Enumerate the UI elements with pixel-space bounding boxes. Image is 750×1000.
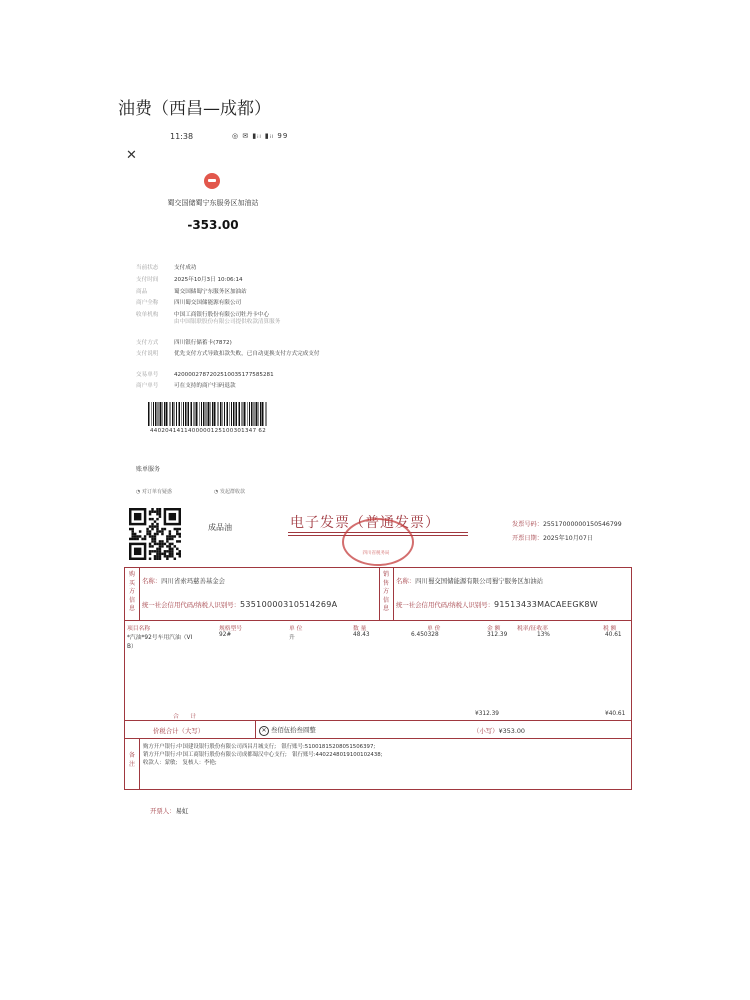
col-unit: 单 位 — [289, 626, 303, 632]
seller-name-label: 名称： — [396, 577, 416, 585]
detail-value: 优先支付方式导致扣款失败，已自动更换支付方式完成支付 — [174, 351, 320, 357]
detail-row-merchant-order — [136, 383, 326, 390]
invoice-table — [124, 567, 632, 790]
divider — [139, 568, 140, 620]
grand-total-words-row — [259, 725, 316, 736]
detail-label: 交易单号 — [136, 372, 159, 378]
seller-taxid-label: 统一社会信用代码/纳税人识别号： — [396, 601, 495, 609]
transaction-barcode — [148, 402, 268, 426]
item-unit: 升 — [289, 635, 295, 641]
detail-row-payment-note — [136, 351, 326, 358]
total-label: 合 计 — [173, 714, 197, 720]
total-amount: ¥312.39 — [475, 711, 499, 717]
invoice-title: 电子发票（普通发票） — [290, 515, 440, 531]
detail-row-transaction-id — [136, 372, 326, 379]
divider — [125, 738, 631, 739]
col-amount: 金 额 — [487, 626, 501, 632]
note-line: 销方开户银行:中国工商银行股份有限公司成都蜀汉中心支行; 银行账号:4402248019100102438; — [143, 752, 383, 758]
order-question-link[interactable] — [136, 488, 172, 495]
detail-row-time — [136, 277, 326, 284]
grand-total-small: ¥353.00 — [498, 727, 525, 735]
grand-total-words: 叁佰伍拾叁圆整 — [271, 726, 316, 734]
item-qty: 48.43 — [353, 632, 370, 638]
detail-value: 四川银行储蓄卡(7872) — [174, 340, 232, 346]
detail-value: 可在支持的商户扫码退款 — [174, 383, 236, 389]
divider — [255, 720, 256, 738]
seller-name-row — [396, 576, 543, 585]
invoice-number-label: 发票号码： — [512, 521, 543, 528]
col-price: 单 价 — [427, 626, 441, 632]
product-type: 成品油 — [208, 523, 232, 532]
divider — [139, 738, 140, 790]
seller-name: 四川蜀交国储能源有限公司蜀宁服务区加油站 — [415, 577, 543, 585]
item-rate: 13% — [537, 632, 550, 638]
detail-value: 蜀交国储蜀宁东服务区加油站 — [174, 289, 247, 295]
col-qty: 数 量 — [353, 626, 367, 632]
item-name: *汽油*92号车用汽油（VI — [127, 635, 193, 641]
detail-label: 商品 — [136, 289, 148, 295]
page-title: 油费（西昌—成都） — [118, 99, 271, 119]
tax-seal-text: 四川省税务局 — [362, 551, 390, 556]
detail-row-acquirer — [136, 312, 326, 326]
buyer-taxid: 53510000310514269A — [240, 600, 338, 609]
col-tax: 税 额 — [603, 626, 617, 632]
detail-label: 收单机构 — [136, 312, 159, 318]
detail-row-payment-method — [136, 340, 326, 347]
cross-circle-icon: ✕ — [259, 726, 269, 736]
item-name-cont: B） — [127, 644, 137, 650]
total-tax: ¥40.61 — [605, 711, 626, 717]
detail-row-merchant — [136, 300, 326, 307]
buyer-name-row — [142, 576, 225, 585]
bill-service-heading: 账单服务 — [136, 466, 161, 473]
item-amount: 312.39 — [487, 632, 508, 638]
item-spec: 92# — [219, 632, 232, 638]
detail-label: 支付方式 — [136, 340, 159, 346]
detail-value: 中国工商银行股份有限公司牡丹卡中心 — [174, 312, 270, 318]
invoice-qr-code — [129, 508, 181, 560]
detail-value: 四川蜀交国储能源有限公司 — [174, 300, 242, 306]
close-icon[interactable]: ✕ — [126, 148, 137, 163]
seller-taxid-row — [396, 600, 598, 609]
detail-label: 商户全称 — [136, 300, 159, 306]
order-question-label: 对订单有疑惑 — [141, 489, 172, 495]
item-tax: 40.61 — [605, 632, 622, 638]
invoice-date-label: 开票日期： — [512, 535, 543, 542]
divider — [379, 568, 380, 620]
col-item: 项目名称 — [127, 626, 151, 632]
seller-side-label: 销售方信息 — [382, 571, 389, 612]
col-spec: 规格型号 — [219, 626, 243, 632]
group-collect-link[interactable] — [214, 488, 245, 495]
buyer-taxid-row — [142, 600, 337, 609]
detail-label: 商户单号 — [136, 383, 159, 389]
merchant-logo-icon — [204, 173, 220, 189]
divider — [125, 720, 631, 721]
issuer-name: 易虹 — [175, 807, 189, 815]
buyer-name-label: 名称： — [142, 577, 162, 585]
issuer-label: 开票人： — [150, 807, 176, 815]
invoice-date-value: 2025年10月07日 — [542, 535, 593, 542]
item-price: 6.450328 — [411, 632, 439, 638]
seller-taxid: 91513433MACAEEGK8W — [494, 600, 598, 609]
invoice-number — [512, 519, 622, 528]
detail-label: 支付时间 — [136, 277, 159, 283]
barcode-number: 4402041411400000125100301347 62 — [149, 428, 267, 434]
detail-subvalue: 由中国银联股份有限公司提供收款清算服务 — [174, 319, 281, 325]
tax-seal-stamp — [342, 518, 414, 566]
invoice-number-value: 25517000000150546799 — [542, 521, 622, 528]
buyer-name: 四川省索玛慈善基金会 — [161, 577, 226, 585]
detail-value: 支付成功 — [174, 265, 197, 271]
invoice-date — [512, 533, 593, 542]
notes-side-label: 备注 — [128, 752, 135, 768]
merchant-name: 蜀交国储蜀宁东服务区加油站 — [167, 199, 259, 207]
grand-total-small-row — [473, 726, 525, 735]
divider — [125, 620, 631, 621]
detail-value: 4200002787202510035177585281 — [174, 372, 274, 378]
note-line: 收款人：蒙敏; 复核人：李艳; — [143, 760, 217, 766]
issuer — [150, 806, 188, 815]
status-bar-icons: ◎ ✉ ▮ᵢₗ ▮ᵢₗ 99 — [232, 132, 289, 140]
buyer-taxid-label: 统一社会信用代码/纳税人识别号： — [142, 601, 241, 609]
question-icon: ◔ — [136, 489, 141, 495]
group-collect-label: 发起群收款 — [219, 489, 245, 495]
payment-amount: -353.00 — [187, 218, 239, 232]
detail-label: 当前状态 — [136, 265, 159, 271]
detail-row-status — [136, 265, 326, 272]
group-icon: ◔ — [214, 489, 219, 495]
col-rate: 税率/征收率 — [517, 626, 548, 632]
grand-total-small-label: （小写） — [473, 727, 499, 735]
detail-label: 支付说明 — [136, 351, 159, 357]
buyer-side-label: 购买方信息 — [128, 571, 135, 612]
grand-total-label: 价税合计（大写） — [153, 727, 205, 735]
detail-value: 2025年10月3日 10:06:14 — [174, 277, 243, 283]
divider — [393, 568, 394, 620]
detail-row-product — [136, 289, 326, 296]
status-bar-time: 11:38 — [170, 132, 194, 141]
note-line: 购方开户银行:中国建设银行股份有限公司西昌月城支行; 银行账号:51001815208051506397; — [143, 744, 376, 750]
